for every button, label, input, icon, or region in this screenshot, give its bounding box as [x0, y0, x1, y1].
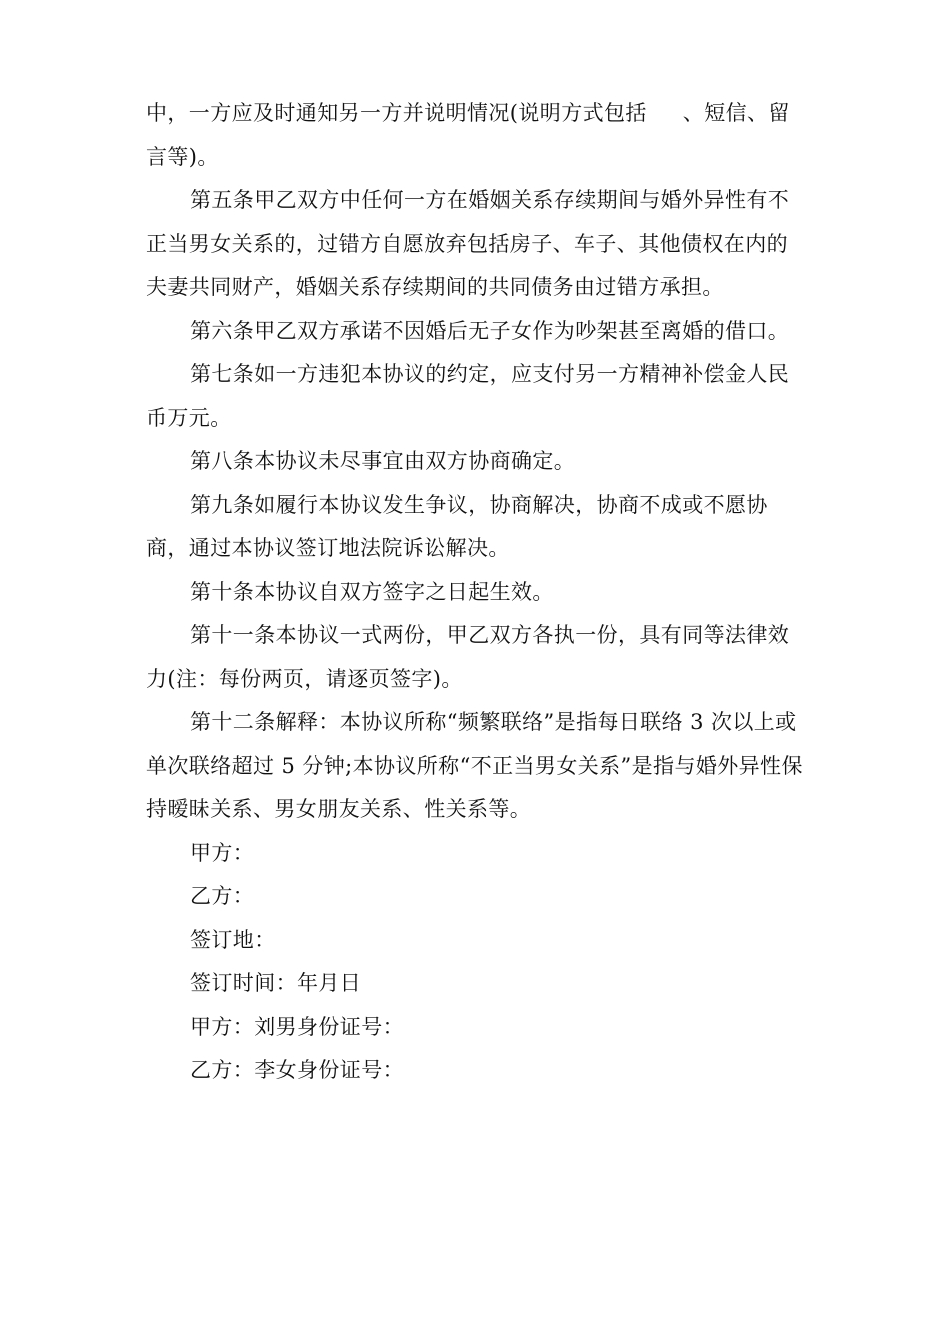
article-12: 第十二条解释：本协议所称“频繁联络”是指每日联络 3 次以上或单次联络超过 5 分钟;本协议所称“不正当男女关系”是指与婚外异性保持暧昧关系、男女朋友关系、性关系等。	[146, 710, 803, 821]
continuation-paragraph	[146, 92, 806, 179]
article-8: 第八条本协议未尽事宜由双方协商确定。	[190, 449, 576, 473]
article-6: 第六条甲乙双方承诺不因婚后无子女作为吵架甚至离婚的借口。	[190, 318, 790, 343]
document-page	[146, 92, 806, 1093]
signature-date: 签订时间：年月日	[190, 971, 362, 995]
article-10: 第十条本协议自双方签字之日起生效。	[190, 579, 554, 604]
article-9: 第九条如履行本协议发生争议，协商解决，协商不成或不愿协商，通过本协议签订地法院诉讼解决。	[146, 492, 768, 560]
signature-party-b-id: 乙方：李女身份证号：	[190, 1058, 404, 1082]
signature-place: 签订地：	[190, 927, 276, 952]
continuation-text-end: 、短信、留言等)。	[146, 101, 790, 169]
article-11: 第十一条本协议一式两份，甲乙双方各执一份，具有同等法律效力(注：每份两页，请逐页签字)。	[146, 623, 790, 691]
article-5: 第五条甲乙双方中任何一方在婚姻关系存续期间与婚外异性有不正当男女关系的，过错方自愿放弃包括房子、车子、其他债权在内的夫妻共同财产，婚姻关系存续期间的共同债务由过错方承担。	[146, 188, 790, 299]
article-7: 第七条如一方违犯本协议的约定，应支付另一方精神补偿金人民币万元。	[146, 362, 790, 430]
signature-party-b: 乙方：	[190, 884, 255, 908]
signature-party-a: 甲方：	[190, 840, 255, 865]
signature-party-a-id: 甲方：刘男身份证号：	[190, 1014, 404, 1039]
continuation-text-start: 中，一方应及时通知另一方并说明情况(说明方式包括	[146, 101, 647, 125]
